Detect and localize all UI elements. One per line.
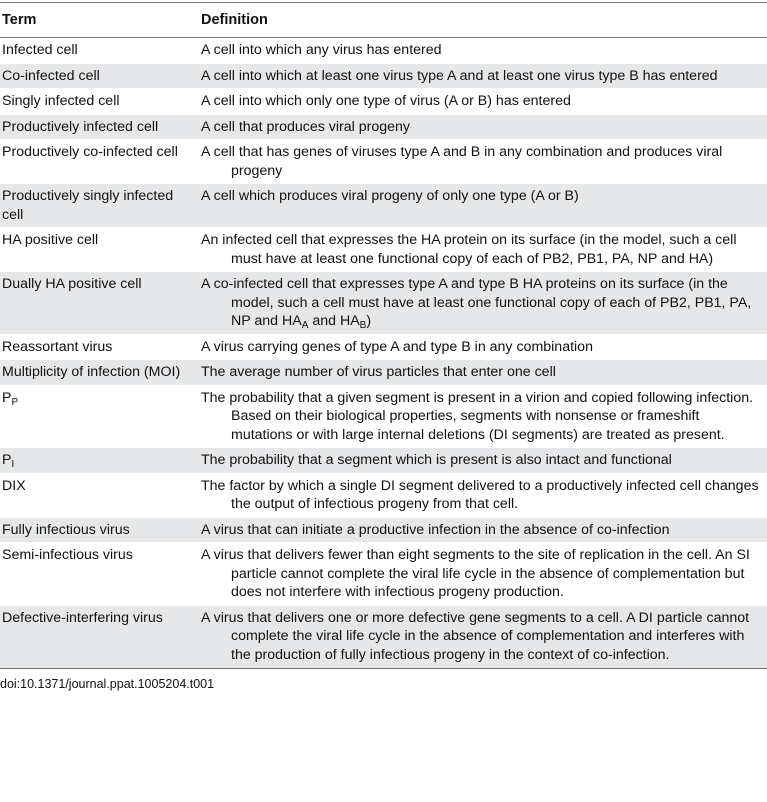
term-cell: Productively co-infected cell	[0, 140, 197, 184]
definition-cell: An infected cell that expresses the HA protein on its surface (in the model, such a cell must have at least one functional copy of each of PB2, PB1, PA, NP and HA)	[197, 228, 767, 272]
term-cell: HA positive cell	[0, 228, 197, 272]
term-column-header: Term	[0, 3, 197, 38]
term-cell: $P_P$	[0, 385, 197, 448]
table-row	[0, 360, 767, 386]
term-cell: Productively infected cell	[0, 114, 197, 140]
table-row	[0, 473, 767, 517]
term-cell: Semi-infectious virus	[0, 543, 197, 606]
definition-cell: The probability that a given segment is present in a virion and copied following infection. Based on their biological properties, segments with nonsense or frameshift mutations or with large internal deletions (DI segments) are treated as present.	[197, 385, 767, 448]
table-header-row	[0, 3, 767, 38]
term-cell: $P_I$	[0, 448, 197, 474]
table-row	[0, 89, 767, 115]
definition-cell: A virus carrying genes of type A and type B in any combination	[197, 334, 767, 360]
term-cell: DIX	[0, 473, 197, 517]
table-row	[0, 517, 767, 543]
table-row	[0, 605, 767, 669]
term-cell: Reassortant virus	[0, 334, 197, 360]
table-row	[0, 385, 767, 448]
term-cell: Co-infected cell	[0, 63, 197, 89]
table-row	[0, 38, 767, 64]
term-cell: Fully infectious virus	[0, 517, 197, 543]
definition-cell: The probability that a segment which is present is also intact and functional	[197, 448, 767, 474]
term-cell: Infected cell	[0, 38, 197, 64]
definition-cell: The factor by which a single DI segment delivered to a productively infected cell changes the output of infectious progeny from that cell.	[197, 473, 767, 517]
table-row	[0, 543, 767, 606]
definition-cell: A virus that delivers fewer than eight segments to the site of replication in the cell. An SI particle cannot complete the viral life cycle in the absence of complementation but does not interfere with infectious progeny production.	[197, 543, 767, 606]
table-row	[0, 140, 767, 184]
definitions-table	[0, 2, 767, 669]
term-cell: Multiplicity of infection (MOI)	[0, 360, 197, 386]
definition-cell: A cell into which any virus has entered	[197, 38, 767, 64]
definition-cell: The average number of virus particles that enter one cell	[197, 360, 767, 386]
table-row	[0, 334, 767, 360]
term-cell: Singly infected cell	[0, 89, 197, 115]
term-cell: Dually HA positive cell	[0, 272, 197, 335]
term-cell: Productively singly infected cell	[0, 184, 197, 228]
definition-cell: A virus that delivers one or more defective gene segments to a cell. A DI particle cannot complete the viral life cycle in the absence of complementation and interferes with the production of fully infectious progeny in the context of co-infection.	[197, 605, 767, 669]
definition-cell: A cell that produces viral progeny	[197, 114, 767, 140]
definition-cell: A virus that can initiate a productive infection in the absence of co-infection	[197, 517, 767, 543]
definition-column-header: Definition	[197, 3, 767, 38]
table-row	[0, 228, 767, 272]
definition-cell: A co-infected cell that expresses type A and type B HA proteins on its surface (in the model, such a cell must have at least one functional copy of each of PB2, PB1, PA, NP and $HA_A$ and $HA_B$)	[197, 272, 767, 335]
table-row	[0, 63, 767, 89]
term-cell: Defective-interfering virus	[0, 605, 197, 669]
definition-cell: A cell into which at least one virus type A and at least one virus type B has entered	[197, 63, 767, 89]
table-row	[0, 114, 767, 140]
definition-cell: A cell into which only one type of virus (A or B) has entered	[197, 89, 767, 115]
definition-cell: A cell which produces viral progeny of only one type (A or B)	[197, 184, 767, 228]
definition-cell: A cell that has genes of viruses type A and B in any combination and produces viral progeny	[197, 140, 767, 184]
table-row	[0, 184, 767, 228]
table-row	[0, 448, 767, 474]
doi-caption[interactable]: doi:10.1371/journal.ppat.1005204.t001	[0, 677, 215, 691]
table-row	[0, 272, 767, 335]
